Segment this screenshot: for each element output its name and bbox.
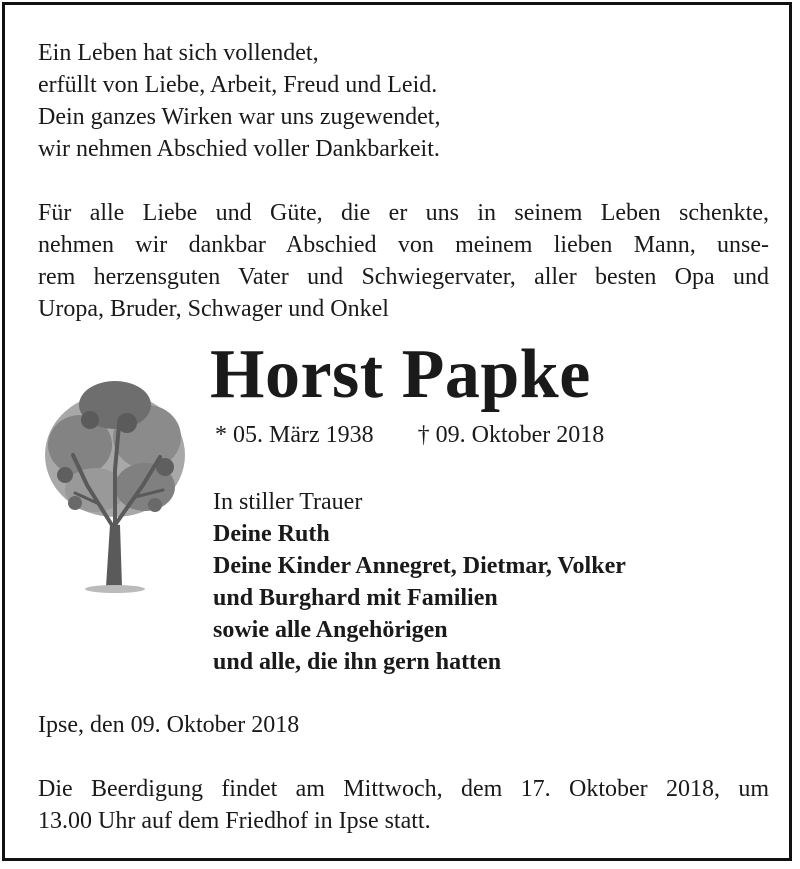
mourner-line: sowie alle Angehörigen: [213, 617, 448, 643]
mourner-line: Deine Ruth: [213, 521, 330, 547]
poem-line: Ein Leben hat sich vollendet,: [38, 40, 319, 66]
life-dates: [215, 419, 604, 451]
mourners-heading: In stiller Trauer: [213, 489, 363, 515]
birth-date: * 05. März 1938: [215, 422, 374, 448]
mourners-block: [213, 486, 626, 678]
intro-line: rem herzensguten Vater und Schwiegervater, aller besten Opa und: [38, 264, 769, 290]
intro-line: Uropa, Bruder, Schwager und Onkel: [38, 296, 389, 322]
place-date: Ipse, den 09. Oktober 2018: [38, 712, 300, 738]
poem-line: wir nehmen Abschied voller Dankbarkeit.: [38, 136, 440, 162]
mourner-line: und alle, die ihn gern hatten: [213, 649, 502, 675]
poem-line: erfüllt von Liebe, Arbeit, Freud und Leid.: [38, 72, 438, 98]
poem-line: Dein ganzes Wirken war uns zugewendet,: [38, 104, 441, 130]
intro-line: nehmen wir dankbar Abschied von meinem lieben Mann, unse-: [38, 232, 769, 258]
mourner-line: Deine Kinder Annegret, Dietmar, Volker: [213, 553, 626, 579]
obituary-notice: [2, 2, 792, 861]
intro-line: Für alle Liebe und Güte, die er uns in seinem Leben schenkte,: [38, 200, 769, 226]
death-date: † 09. Oktober 2018: [417, 422, 605, 448]
funeral-line: 13.00 Uhr auf dem Friedhof in Ipse statt.: [38, 808, 431, 834]
funeral-line: Die Beerdigung findet am Mittwoch, dem 17. Oktober 2018, um: [38, 776, 769, 802]
mourner-line: und Burghard mit Familien: [213, 585, 498, 611]
deceased-name: Horst Papke: [210, 336, 591, 413]
tree-icon: [35, 375, 195, 595]
